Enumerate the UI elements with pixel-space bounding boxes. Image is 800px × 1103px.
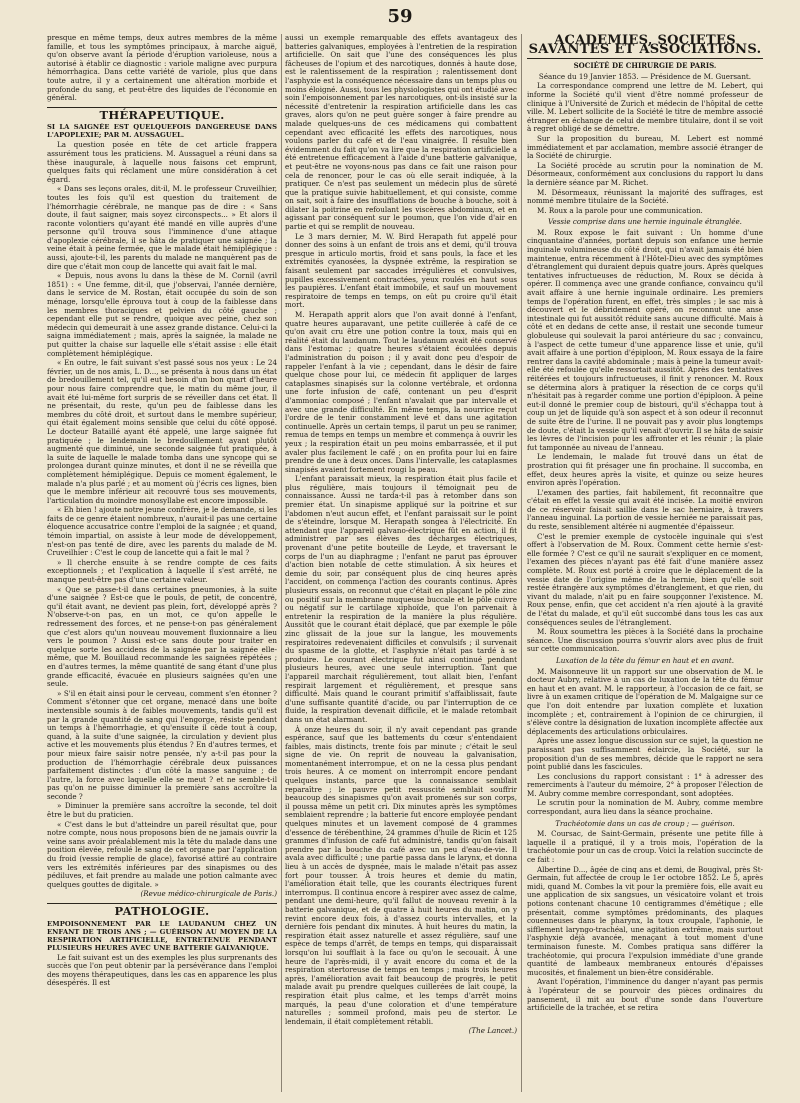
paragraph: La question posée en tête de cet article frappera assurément tous les praticiens. M. Aussaguel a réuni dans sa thèse inaugurale, à laquelle nous faisons cet emprunt, quelques faits qui réclament une mûre considération à cet égard. [47, 140, 277, 184]
paragraph: « Depuis, nous avons lu dans la thèse de M. Cornil (avril 1851) : « Une femme, dit-il, que j'observai, l'année dernière, dans le service de M. Rostan, était occupée du soin de son ménage, lorsqu'elle éprouva tout à coup de la faiblesse dans les membres thoraciques et pelvien du côté gauche ; cependant elle put se rendre, quoique avec peine, chez son médecin qui demeurait à une assez grande distance. Celui-ci la saigna immédiatement ; mais, après la saignée, la malade ne put quitter la chaise sur laquelle elle s'était assise : elle était complètement hémiplégique. [47, 271, 277, 358]
society-title: SOCIÉTÉ DE CHIRURGIE DE PARIS. [573, 61, 717, 71]
article-title-laudanum: EMPOISONNEMENT PAR LE LAUDANUM CHEZ UN ENFANT DE TROIS ANS ; — GUÉRISON AU MOYEN DE LA RESPIRATION ARTIFICIELLE, ENTRETENUE PENDANT PLUSIEURS HEURES AVEC UNE BATTERIE GALVANIQUE. [47, 919, 277, 952]
paragraph: L'enfant paraissait mieux, la respiration était plus facile et plus régulière, mais toujours il témoignait peu de connaissance. Aussi ne tarda-t-il pas à retomber dans son premier état. Un sinapisme appliqué sur la poitrine et sur l'abdomen n'eut aucun effet, et l'enfant paraissait sur le point de s'éteindre, lorsque M. Herapath songea à l'électricité. En attendant que l'appareil galvano-électrique fût en action, il fit administrer par ses élèves des décharges électriques, provenant d'une petite bouteille de Leyde, et traversant le corps de l'un au diaphragme ; l'enfant ne parut pas éprouver d'action bien notable de cette stimulation. À six heures et demie du soir, par conséquent plus de cinq heures après l'accident, on commença l'action des courants continus. Après plusieurs essais, on reconnut que c'était en plaçant le pôle zinc ou positif sur la membrane muqueuse buccale et le pôle cuivre ou négatif sur le cartilage xiphoïde, que l'on parvenait à entretenir la respiration de la manière la plus régulière. Aussitôt que le courant était déplacé, que par exemple le pôle zinc glissait de la joue sur la langue, les mouvements respiratoires redevenaient difficiles et convulsifs ; il survenait du spasme de la glotte, et l'asphyxie n'était pas tardé à se produire. Le courant électrique fut ainsi continué pendant plusieurs heures, avec une seule interruption. Tant que l'appareil marchait régulièrement, tout allait bien, l'enfant respirait largement et régulièrement, et presque sans difficulté. Mais quand le courant primitif s'affaiblissait, faute d'une suffisante quantité d'acide, ou par l'interruption de ce fluide, la respiration devenait difficile, et le malade retombait dans un état alarmant. [285, 474, 517, 724]
column-right [527, 34, 763, 1094]
column-divider [281, 34, 282, 1092]
paragraph: M. Maisonneuve lit un rapport sur une observation de M. le docteur Aubry, relative à un cas de luxation de la tête du fémur en haut et en avant. M. le rapporteur, à l'occasion de ce fait, se livre à un examen critique de l'opération de M. Malgaigne sur ce que l'on doit entendre par luxation complète et luxation incomplète ; et, contrairement à l'opinion de ce chirurgien, il s'élève contre la désignation de luxation incomplète affectée aux déplacements des articulations orbiculaires. [527, 666, 763, 736]
source-citation: (The Lancet.) [468, 1026, 517, 1036]
section-title-pathologie: PATHOLOGIE. [114, 904, 210, 918]
paragraph: « Eh bien ! ajoute notre jeune confrère, je le demande, si les faits de ce genre étaient nombreux, n'aurait-il pas une certaine éloquence accusatrice contre l'emploi de la saignée ; et quand, témoin impartial, on assiste à leur mode de développement, n'est-on pas tenté de dire, avec les parents du malade de M. Cruveilhier : C'est le coup de lancette qui a fait le mal ? [47, 505, 277, 558]
article-title-saignee: SI LA SAIGNÉE EST QUELQUEFOIS DANGEREUSE DANS L'APOPLEXIE; PAR M. AUSSAGUEL. [47, 123, 277, 140]
paragraph: M. Roux soumettra les pièces à la Société dans la prochaine séance. Une discussion pourra s'ouvrir alors avec plus de fruit sur cette communication. [527, 627, 763, 654]
paragraph: Les conclusions du rapport consistant : 1° à adresser des remerciments à l'auteur du mémoire, 2° à proposer l'élection de M. Aubry comme membre correspondant, sont adoptées. [527, 771, 763, 798]
paragraph: Après une assez longue discussion sur ce sujet, la question ne paraissant pas suffisamment éclaircie, la Société, sur la proposition d'un de ses membres, décide que le rapport ne sera point publié dans les fascicules. [527, 736, 763, 772]
paragraph: » Il cherche ensuite à se rendre compte de ces faits exceptionnels ; et l'explication à laquelle il s'est arrêté, ne manque peut-être pas d'une certaine valeur. [47, 557, 277, 585]
section-title-academies: ACADÉMIES, SOCIÉTÉS SAVANTES ET ASSOCIATIONS. [528, 34, 762, 57]
paragraph: Avant l'opération, l'imminence du danger n'ayant pas permis à l'opérateur de se pourvoir des pièces ordinaires du pansement, il mit au bout d'une sonde dans l'ouverture artificielle de la trachée, et se retira [527, 977, 763, 1013]
paragraph: » Diminuer la première sans accroître la seconde, tel doit être le but du praticien. [47, 801, 277, 820]
section-title-therapeutique: THÉRAPEUTIQUE. [99, 107, 225, 122]
paragraph: M. Roux expose le fait suivant : Un homme d'une cinquantaine d'années, portant depuis son enfance une hernie inguinale volumineuse du côté droit, qui n'avait jamais été bien maintenue, entra récemment à l'Hôtel-Dieu avec des symptômes d'étranglement qui duraient depuis quatre jours. Après quelques tentatives infructueuses de réduction, M. Roux se décida à opérer. Il commença avec une grande confiance, convaincu qu'il avait affaire à une hernie inguinale ordinaire. Les premiers temps de l'opération furent, en effet, très simples ; le sac mis à découvert et le débridement opéré, on reconnut une anse intestinale qui fut aussitôt réduite sans aucune difficulté. Mais à côté et en dedans de cette anse, il restait une seconde tumeur globuleuse qui soulevait la paroi antérieure du sac ; convaincu, à l'aspect de cette tumeur d'une apparence lisse et unie, qu'il avait affaire à une portion d'épiploon, M. Roux essaya de la faire rentrer dans la cavité abdominale ; mais à peine la tumeur avait-elle été refoulée qu'elle ressortait aussitôt. Après des tentatives réitérées et toujours infructueuses, il finit y renoncer. M. Roux se détermina alors à pratiquer la résection de ce corps qu'il n'hésitait pas à regarder comme une portion d'épiploon. À peine eut-il donné le premier coup de bistouri, qu'il s'échappa tout à coup un jet de liquide qu'à son aspect et à son odeur il reconnut de suite être de l'urine. Il ne pouvait pas y avoir plus longtemps de doute, c'était la vessie qu'il venait d'ouvrir. Il se hâta de saisir les lèvres de l'incision pour les affronter et les réunir ; la plaie fut tamponnée au niveau de l'anneau. [527, 227, 763, 452]
paragraph: Le scrutin pour la nomination de M. Aubry, comme membre correspondant, aura lieu dans la séance prochaine. [527, 798, 763, 817]
paragraph: « Dans ses leçons orales, dit-il, M. le professeur Cruveilhier, toutes les fois qu'il est question du traitement de l'hémorrhagie cérébrale, ne manque pas de dire : « Sans doute, il faut saigner, mais soyez circonspects... » Et alors il raconte volontiers qu'ayant été mandé en ville auprès d'une personne qu'il trouva sous l'imminence d'une attaque d'apoplexie cérébrale, il se hâta de pratiquer une saignée ; la veine était à peine fermée, que le malade était hémiplégique : aussi, ajoute-t-il, les parents du malade ne manquèrent pas de dire que c'était mon coup de lancette qui avait fait le mal. [47, 184, 277, 271]
subheading-vessie: Vessie comprise dans une hernie inguinale étranglée. [548, 217, 742, 227]
column-divider [521, 34, 522, 1092]
paragraph: La Société procède au scrutin pour la nomination de M. Désormeaux, conformément aux conclusions du rapport lu dans la dernière séance par M. Richet. [527, 160, 763, 187]
paragraph: « Que se passe-t-il dans certaines pneumonies, à la suite d'une saignée ? Est-ce que le pouls, de petit, de concentré, qu'il était avant, ne devient pas plein, fort, développé après ? N'observe-t-on pas, en un mot, ce qu'on appelle le redressement des forces, et ne pense-t-on pas généralement que c'est alors qu'un nouveau mouvement fluxionnaire a lieu vers le poumon ? Aussi est-ce sans doute pour traiter en quelque sorte les accidens de la saignée par la saignée elle-même, que M. Bouillaud recommande les saignées répétées ; en d'autres termes, la même quantité de sang étant d'une plus grande efficacité, évacuée en plusieurs saignées qu'en une seule. [47, 584, 277, 689]
paragraph: » S'il en était ainsi pour le cerveau, comment s'en étonner ? Comment s'étonner que cet organe, menacé dans une boîte inextensible soumis à de faibles mouvements, tandis qu'il est par la grande quantité de sang qui l'engorge, résiste pendant un temps à l'hémorrhagie, et qu'ensuite il cède tout à coup, quand, à la suite d'une saignée, la circulation y devient plus active et les mouvements plus étendus ? En d'autres termes, et pour mieux faire saisir notre pensée, n'y a-t-il pas pour la production de l'hémorrhagie cérébrale deux puissances parfaitement distinctes : d'un côté la masse sanguine ; de l'autre, la force avec laquelle elle se meut ? et ne semble-t-il pas qu'on ne puisse diminuer la première sans accroître la seconde ? [47, 688, 277, 801]
paragraph: La correspondance comprend une lettre de M. Lebert, qui informe la Société qu'il vient d'être nommé professeur de clinique à l'Université de Zurich et médecin de l'hôpital de cette ville. M. Lebert sollicite de la Société le titre de membre associé étranger en échange de celui de membre titulaire, dont il se voit à regret obligé de se démettre. [527, 81, 763, 134]
paragraph: Le lendemain, le malade fut trouvé dans un état de prostration qui fit présager une fin prochaine. Il succomba, en effet, deux heures après la visite, et quinze ou seize heures environ après l'opération. [527, 452, 763, 488]
subheading-luxation: Luxation de la tête du fémur en haut et en avant. [555, 655, 735, 665]
paragraph: Le 3 mars dernier, M. W. Bird Herapath fut appelé pour donner des soins à un enfant de trois ans et demi, qu'il trouva presque in articulo mortis, froid et sans pouls, la face et les extrémités cyanosées, la dyspnée extrême, la respiration se faisant seulement par saccades irrégulières et convulsives, pupilles excessivement contractées, yeux roulés en haut sous les paupières. L'enfant était immobile, et sauf un mouvement respiratoire de temps en temps, on eût pu croire qu'il était mort. [285, 231, 517, 310]
session-line: Séance du 19 Janvier 1853. — Présidence de M. Guersant. [538, 71, 752, 81]
paragraph: M. Herapath apprit alors que l'on avait donné à l'enfant, quatre heures auparavant, une petite cuillerée à café de ce qu'on avait cru être une potion contre la toux, mais qui en réalité était du laudanum. Tout le laudanum avait été conservé dans l'estomac ; quatre heures s'étaient écoulées depuis l'administration du poison ; il y avait donc peu d'espoir de rappeler l'enfant à la vie ; cependant, dans le désir de faire quelque chose pour lui, ce médecin fit appliquer de larges cataplasmes sinapisés sur la colonne vertébrale, et ordonna une forte infusion de café, contenant un peu d'esprit d'ammoniac composé ; l'enfant n'avalait que par intervalle et avec une grande difficulté. En même temps, la nourrice reçut l'ordre de le tenir constamment levé et dans une agitation continuelle. Après un certain temps, il parut un peu se ranimer, remua de temps en temps un membre et commença à ouvrir les yeux ; la respiration était un peu moins embarrassée, et il put avaler plus facilement le café ; on en profita pour lui en faire prendre de une à deux onces. Dans l'intervalle, les cataplasmes sinapisés avaient fortement rougi la peau. [285, 310, 517, 474]
paragraph: L'examen des parties, fait habilement, fit reconnaître que c'était en effet la vessie qui avait été incisée. La moitié environ de ce réservoir faisait saillie dans le sac herniaire, à travers l'anneau inguinal. La portion de vessie herniée ne paraissait pas, du reste, sensiblement altérée ni augmentée d'épaisseur. [527, 487, 763, 532]
paragraph: M. Désormeaux, réunissant la majorité des suffrages, est nommé membre titulaire de la Société. [527, 187, 763, 206]
column-left [47, 34, 277, 1094]
subheading-tracheotomie: Trachéotomie dans un cas de croup ; — guérison. [555, 818, 735, 828]
paragraph: À onze heures du soir, il n'y avait cependant pas grande espérance, sauf que les battements du cœur s'entendaient faibles, mais distincts, trente fois par minute ; c'était le seul signe de vie. On reprit de nouveau la galvanisation, momentanément interrompue, et on ne la cessa plus pendant trois heures. À ce moment on interrompit encore pendant quelques instants, parce que la connaissance semblait reparaître ; le pauvre petit ressuscité semblait souffrir beaucoup des sinapismes qu'on avait promenés sur son corps, il poussa même un petit cri. Dix minutes après les symptômes semblaient reprendre ; la batterie fut encore employée pendant quelques minutes et un lavement composé de 4 grammes d'essence de térébenthine, 24 grammes d'huile de Ricin et 125 grammes d'infusion de café fut administré, tandis qu'on faisait prendre par la bouche du café avec un peu d'eau-de-vie. Il avala avec difficulté ; une partie passa dans le larynx, et donna lieu à un accès de dyspnée, mais le malade n'était pas assez fort pour tousser. À trois heures et demie du matin, l'amélioration était telle, que les courants électriques furent interrompus. Il continua encore à respirer avec assez de calme, pendant une demi-heure, qu'il fallut de nouveau revenir à la batterie galvanique, et de quatre à huit heures du matin, on y revint encore deux fois, à d'assez courts intervalles, et la dernière fois pendant dix minutes. À huit heures du matin, la respiration était assez naturelle et assez régulière, sauf une espèce de temps d'arrêt, de temps en temps, qui disparaissait lorsqu'on lui soufflait à la face ou qu'on le secouait. À une heure de l'après-midi, il y avait encore du coma et de la respiration stertoreuse de temps en temps ; mais trois heures après, l'amélioration avait fait beaucoup de progrès, le petit malade avait pu prendre quelques cuillerées de lait coupé, la respiration était plus calme, et les temps d'arrêt moins marqués, la peau d'une coloration et d'une température naturelles ; sommeil profond, mais peu de stertor. Le lendemain, il était complètement rétabli. [285, 724, 517, 1026]
paragraph: « C'est dans le but d'atteindre un pareil résultat que, pour notre compte, nous nous proposons bien de ne jamais ouvrir la veine sans avoir préalablement mis la tête du malade dans une position élevée, refoulé le sang de cet organe par l'application du froid (vessie remplie de glace), favorisé attiré au contraire vers les extrémités inférieures par des sinapismes ou des pédiluves, et fait prendre au malade une potion calmante avec quelques gouttes de digitale. » [47, 819, 277, 889]
paragraph: M. Coursac, de Saint-Germain, présente une petite fille à laquelle il a pratiqué, il y a trois mois, l'opération de la trachéotomie pour un cas de croup. Voici la relation succincte de ce fait : [527, 829, 763, 865]
column-middle [285, 34, 517, 1094]
paragraph: Sur la proposition du bureau, M. Lebert est nommé immédiatement et par acclamation, membre associé étranger de la Société de chirurgie. [527, 133, 763, 161]
paragraph: aussi un exemple remarquable des effets avantageux des batteries galvaniques, employées à l'entretien de la respiration artificielle. On sait que l'une des conséquences les plus fâcheuses de l'opium et des narcotiques, donnés à haute dose, est le ralentissement de la respiration ; ralentissement dont l'asphyxie est la conséquence nécessaire dans un temps plus ou moins éloigné. Aussi, tous les physiologistes qui ont étudié avec soin l'empoisonnement par les narcotiques, ont-ils insisté sur la nécessité d'entretenir la respiration artificielle dans les cas graves, alors qu'on ne peut guère songer à faire prendre au malade quelques-uns de ces médicamens qui combattent cependant avec efficacité les effets des narcotiques, nous voulons parler du café et de l'eau vinaigrée. Il résulte bien évidemment du fait qu'on va lire que la respiration artificielle a été entretenue efficacement à l'aide d'une batterie galvanique, et peut-être ne voyons-nous pas dans ce fait une raison pour cela de renoncer, pour le cas où elle serait indiquée, à la pratiquer. Ce n'est pas seulement un médecin plus de sûreté que la pratique suivie habituellement, et qui consiste, comme on sait, soit à faire des insufflations de bouche à bouche, soit à dilater la poitrine en refoulant les viscères abdominaux, et en agissant par conséquent sur le poumon, que l'on vide d'air en partie et qui se remplit de nouveau. [285, 34, 517, 232]
page-number: 59 [387, 6, 413, 27]
paragraph: « En outre, le fait suivant s'est passé sous nos yeux : Le 24 février, un de nos amis, L. D..., se présenta à nous dans un état de bredouillement tel, qu'il eut besoin d'un bon quart d'heure pour nous faire comprendre que, le matin du même jour, il avait été lui-même fort surpris de se réveiller dans cet état. Il ne présentait, du reste, qu'un peu de faiblesse dans les membres du côté droit, et surtout dans le membre supérieur, qui était également moins sensible que celui du côté opposé. Le docteur Bataillé ayant été appelé, une large saignée fut pratiquée ; le lendemain le bredouillement ayant plutôt augmenté que diminué, une seconde saignée fut pratiquée, à la suite de laquelle le malade tomba dans une syncope qui se prolongea durant quinze minutes, et dont il ne se réveilla que complètement hémiplégique. Depuis ce moment également, le malade n'a plus parlé ; et au moment où j'écris ces lignes, bien que le membre inférieur ait recouvré tous ses mouvements, l'articulation du moindre monosyllabe est encore impossible. [47, 358, 277, 505]
paragraph: Le fait suivant est un des exemples les plus surprenants des succès que l'on peut obtenir par la persévérance dans l'emploi des moyens thérapeutiques, dans les cas en apparence les plus désespérés. Il est [47, 952, 277, 988]
section-rule [527, 58, 763, 59]
paragraph: M. Roux a la parole pour une communication. [537, 205, 703, 215]
paragraph: C'est le premier exemple de cystocèle inguinale qui s'est offert à l'observation de M. Roux. Comment cette hernie s'est-elle formée ? C'est ce qu'il ne saurait s'expliquer en ce moment, l'examen des pièces n'ayant pas été fait d'une manière assez complète. M. Roux est porté à croire que le déplacement de la vessie date de l'origine même de la hernie, bien qu'elle soit restée étrangère aux symptômes d'étranglement, et que rien, du vivant du malade, n'ait pu en faire soupçonner l'existence. M. Roux pense, enfin, que cet accident n'a rien ajouté à la gravité de l'état du malade, et qu'il eût succombé dans tous les cas aux conséquences seules de l'étranglement. [527, 531, 763, 627]
paragraph: Albertine D..., âgée de cinq ans et demi, de Bougival, près St-Germain, fut affectée de croup le 1er octobre 1852. Le 5, après midi, quand M. Combes la vit pour la première fois, elle avait eu une application de six sangsues, un vésicatoire volant et trois potions contenant chacune 10 centigrammes d'émétique ; elle présentait, comme symptômes prédominants, des plaques couenneuses dans le pharynx, la toux croupale, l'aphonie, le sifflement laryngo-trachéal, une agitation extrême, mais surtout l'asphyxie déjà avancée, menaçant à tout moment d'une terminaison funeste. M. Combes pratiqua sans différer la trachéotomie, qui procura l'expulsion immédiate d'une grande quantité de lambeaux membraneux entourés d'épaisses mucosités, et finalement un bien-être considérable. [527, 864, 763, 977]
intro-paragraph: presque en même temps, deux autres membres de la même famille, et tous les symptômes principaux, à marche aiguë, qu'on observe avant la période d'éruption varioleuse, nous a autorisé à établir ce diagnostic : variole maligne avec purpura hémorrhagica. Dans cette variété de variole, plus que dans toute autre, il y a certainement une altération morbide et profonde du sang, et peut-être des liquides de l'économie en général. [47, 34, 277, 103]
source-citation: (Revue médico-chirurgicale de Paris.) [140, 889, 277, 899]
